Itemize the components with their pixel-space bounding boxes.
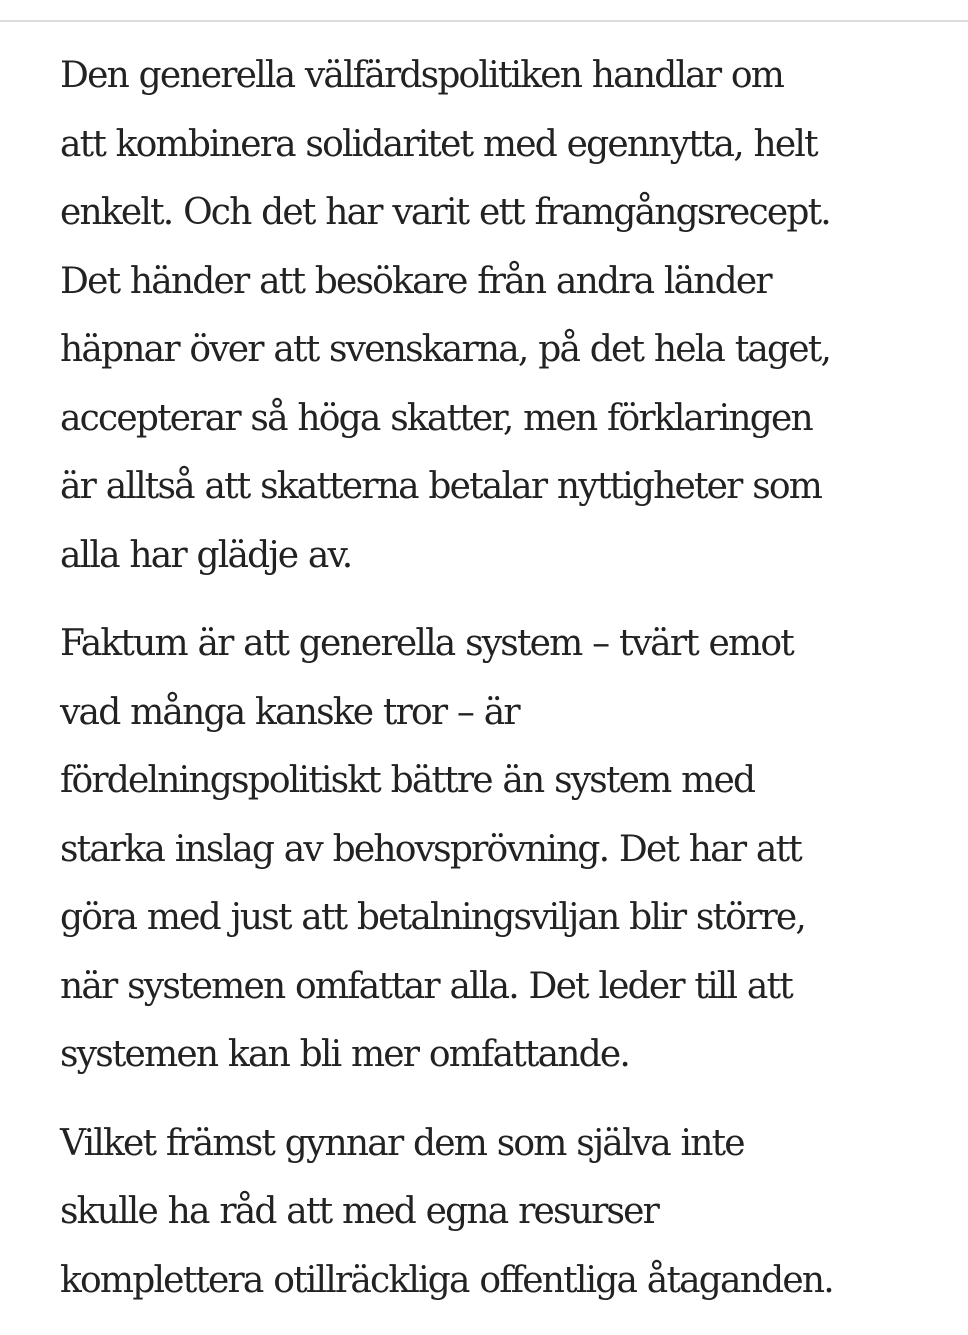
text-line: häpnar över att svenskarna, på det hela taget,	[60, 329, 831, 370]
text-line: fördelningspolitiskt bättre än system med	[60, 760, 755, 801]
text-line: Faktum är att generella system – tvärt emot	[60, 623, 793, 664]
text-line: enkelt. Och det har varit ett framgångsrecept.	[60, 192, 830, 233]
text-line: skulle ha råd att med egna resurser	[60, 1191, 659, 1232]
text-line: när systemen omfattar alla. Det leder till att	[60, 965, 792, 1007]
text-line: Vilket främst gynnar dem som själva inte	[60, 1122, 744, 1164]
text-line: göra med just att betalningsviljan blir större,	[60, 897, 806, 938]
paragraph-2	[60, 610, 940, 1090]
text-line: alla har glädje av.	[60, 534, 352, 576]
text-line: att kombinera solidaritet med egennytta, helt	[60, 123, 817, 165]
text-line: systemen kan bli mer omfattande.	[60, 1034, 630, 1075]
text-line: vad många kanske tror – är	[60, 691, 519, 733]
top-divider	[0, 0, 968, 22]
article-body	[60, 42, 940, 1335]
paragraph-1	[60, 42, 940, 590]
text-line: Det händer att besökare från andra länder	[60, 260, 771, 302]
text-line: accepterar så höga skatter, men förklaringen	[60, 397, 812, 439]
text-line: är alltså att skatterna betalar nyttigheter som	[60, 466, 822, 507]
text-line: starka inslag av behovsprövning. Det har att	[60, 828, 801, 870]
text-line: Den generella välfärdspolitiken handlar om	[60, 55, 784, 96]
text-line: komplettera otillräckliga offentliga åtaganden.	[60, 1259, 833, 1301]
paragraph-3	[60, 1110, 940, 1316]
